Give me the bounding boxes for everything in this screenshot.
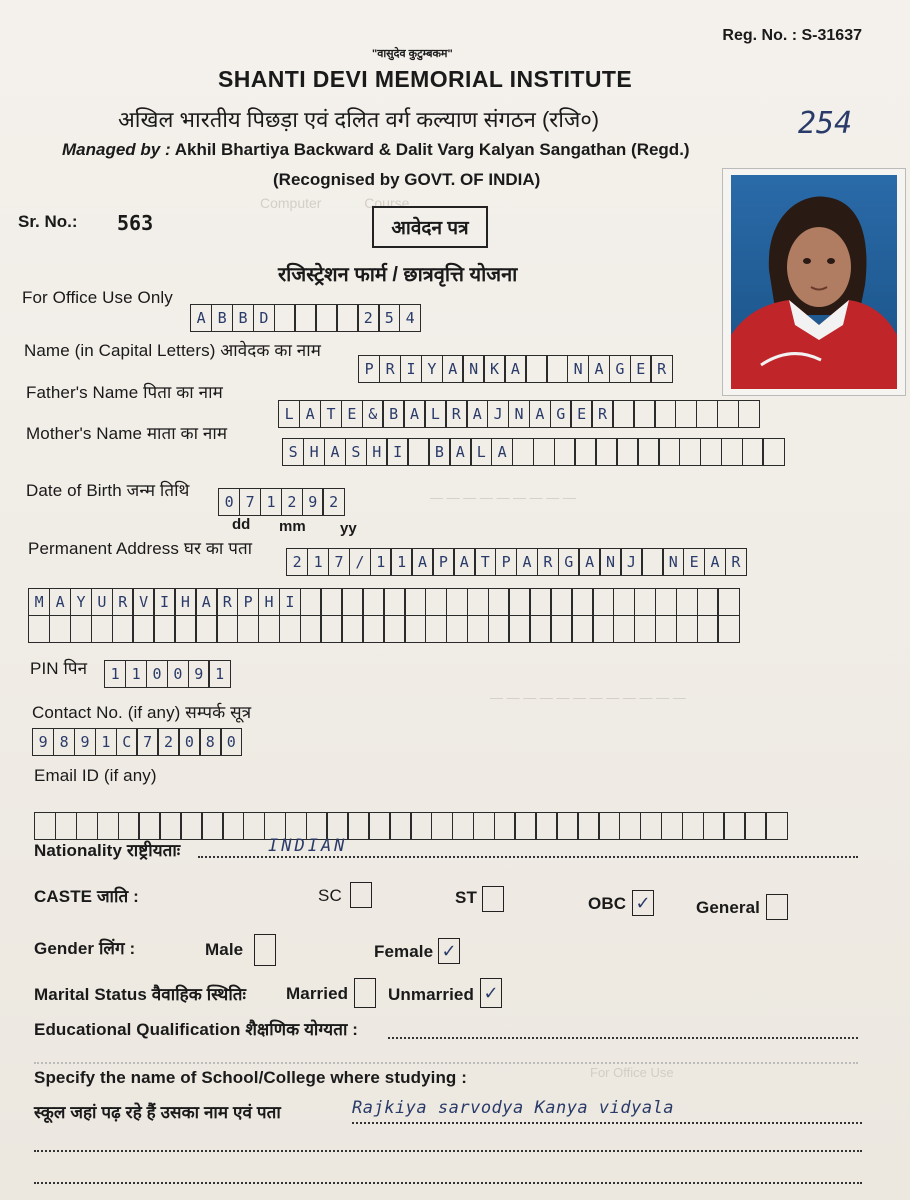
char-box[interactable]: 0 [220, 728, 242, 756]
char-box[interactable]: P [432, 548, 454, 576]
char-box[interactable]: K [483, 355, 505, 383]
char-box[interactable] [112, 615, 134, 643]
char-box[interactable]: T [474, 548, 496, 576]
char-box[interactable] [494, 812, 516, 840]
char-box[interactable] [514, 812, 536, 840]
char-box[interactable] [222, 812, 244, 840]
char-box[interactable] [55, 812, 77, 840]
char-box[interactable]: 1 [307, 548, 329, 576]
checkmark-icon: ✓ [441, 940, 457, 961]
handwritten-number: 254 [798, 106, 853, 141]
marital-married-label: Married [286, 984, 349, 1003]
char-box[interactable] [634, 588, 656, 616]
gender-male-label: Male [205, 940, 244, 959]
dob-year-hint: yy [340, 520, 357, 537]
dob-boxes[interactable] [218, 488, 343, 516]
char-box[interactable] [571, 588, 593, 616]
char-box[interactable]: B [428, 438, 450, 466]
mother-name-boxes[interactable] [282, 438, 783, 466]
char-box[interactable] [676, 615, 698, 643]
char-box[interactable]: S [345, 438, 367, 466]
char-box[interactable]: A [453, 548, 475, 576]
char-box[interactable]: 7 [136, 728, 158, 756]
char-box[interactable]: R [537, 548, 559, 576]
char-box[interactable]: T [320, 400, 342, 428]
char-box[interactable] [529, 615, 551, 643]
nationality-value[interactable]: INDIAN [268, 836, 348, 856]
char-box[interactable] [512, 438, 534, 466]
marital-married-checkbox[interactable] [354, 978, 376, 1008]
char-box[interactable] [619, 812, 641, 840]
checkmark-icon: ✓ [635, 892, 651, 913]
char-box[interactable] [76, 812, 98, 840]
gender-female-checkbox[interactable] [438, 938, 460, 964]
char-box[interactable] [320, 588, 342, 616]
dob-label: Date of Birth जन्म तिथि [26, 481, 190, 500]
applicant-photo [731, 175, 897, 389]
char-box[interactable]: 2 [286, 548, 308, 576]
char-box[interactable]: A [195, 588, 217, 616]
char-box[interactable]: G [550, 400, 572, 428]
char-box[interactable]: 0 [218, 488, 240, 516]
char-box[interactable] [655, 615, 677, 643]
gender-label: Gender लिंग : [34, 939, 136, 958]
reg-number: Reg. No. : S-31637 [722, 27, 862, 44]
char-box[interactable]: A [588, 355, 610, 383]
char-box[interactable] [613, 615, 635, 643]
motto: "वासुदेव कुटुम्बकम" [372, 48, 453, 60]
char-box[interactable] [556, 812, 578, 840]
char-box[interactable] [592, 615, 614, 643]
char-box[interactable] [738, 400, 760, 428]
char-box[interactable]: N [662, 548, 684, 576]
nationality-line [198, 856, 858, 858]
char-box[interactable] [641, 548, 663, 576]
sr-no-label: Sr. No.: [18, 212, 78, 231]
char-box[interactable] [762, 438, 784, 466]
school-value[interactable]: Rajkiya sarvodya Kanya vidyala [352, 1098, 675, 1118]
char-box[interactable] [49, 615, 71, 643]
char-box[interactable] [598, 812, 620, 840]
form-title: रजिस्ट्रेशन फार्म / छात्रवृत्ति योजना [278, 264, 518, 286]
char-box[interactable] [118, 812, 140, 840]
school-line-1 [352, 1122, 862, 1124]
char-box[interactable] [153, 615, 175, 643]
marital-label: Marital Status वैवाहिक स्थितिः [34, 985, 246, 1004]
checkmark-icon: ✓ [483, 982, 499, 1003]
char-box[interactable] [467, 615, 489, 643]
char-box[interactable] [320, 615, 342, 643]
char-box[interactable]: 0 [146, 660, 168, 688]
char-box[interactable]: A [529, 400, 551, 428]
char-box[interactable]: A [49, 588, 71, 616]
char-box[interactable] [700, 438, 722, 466]
photo-frame [722, 168, 906, 396]
char-box[interactable] [138, 812, 160, 840]
char-box[interactable]: P [358, 355, 380, 383]
char-box[interactable]: I [400, 355, 422, 383]
char-box[interactable]: 4 [399, 304, 421, 332]
char-box[interactable] [294, 304, 316, 332]
char-box[interactable] [595, 438, 617, 466]
char-box[interactable]: L [470, 438, 492, 466]
char-box[interactable] [675, 400, 697, 428]
char-box[interactable]: H [303, 438, 325, 466]
char-box[interactable]: 2 [357, 304, 379, 332]
managed-by [62, 140, 690, 160]
caste-sc-label: SC [318, 886, 342, 905]
char-box[interactable] [697, 588, 719, 616]
char-box[interactable] [535, 812, 557, 840]
char-box[interactable]: H [174, 588, 196, 616]
pin-boxes[interactable] [104, 660, 229, 688]
char-box[interactable] [431, 812, 453, 840]
bleed-through-text: — — — — — — — — — [430, 490, 576, 505]
char-box[interactable] [613, 588, 635, 616]
char-box[interactable] [577, 812, 599, 840]
char-box[interactable] [362, 588, 384, 616]
char-box[interactable]: N [567, 355, 589, 383]
char-box[interactable]: M [28, 588, 50, 616]
dob-day-hint: dd [232, 516, 251, 533]
char-box[interactable] [742, 438, 764, 466]
char-box[interactable] [446, 588, 468, 616]
org-hindi-name: अखिल भारतीय पिछड़ा एवं दलित वर्ग कल्याण संगठन (रजि०) [118, 107, 600, 132]
char-box[interactable]: 1 [260, 488, 282, 516]
caste-general-checkbox[interactable] [766, 894, 788, 920]
char-box[interactable] [634, 615, 656, 643]
char-box[interactable] [508, 588, 530, 616]
char-box[interactable] [554, 438, 576, 466]
char-box[interactable]: P [237, 588, 259, 616]
char-box[interactable] [533, 438, 555, 466]
email-label: Email ID (if any) [34, 766, 157, 785]
char-box[interactable]: G [609, 355, 631, 383]
dob-month-hint: mm [279, 518, 306, 535]
char-box[interactable]: U [91, 588, 113, 616]
office-use-label: For Office Use Only [22, 288, 173, 307]
char-box[interactable]: V [132, 588, 154, 616]
char-box[interactable]: R [112, 588, 134, 616]
char-box[interactable] [508, 615, 530, 643]
char-box[interactable]: A [449, 438, 471, 466]
char-box[interactable]: 8 [199, 728, 221, 756]
char-box[interactable]: E [630, 355, 652, 383]
char-box[interactable] [274, 304, 296, 332]
char-box[interactable] [550, 615, 572, 643]
char-box[interactable] [637, 438, 659, 466]
address-line2-boxes[interactable] [28, 588, 738, 616]
education-label: Educational Qualification शैक्षणिक योग्यता : [34, 1020, 359, 1039]
char-box[interactable]: 2 [322, 488, 344, 516]
char-box[interactable]: B [211, 304, 233, 332]
char-box[interactable] [336, 304, 358, 332]
bleed-through-text: — — — — — — — — — — — — [490, 690, 686, 705]
char-box[interactable]: 2 [281, 488, 303, 516]
contact-boxes[interactable] [32, 728, 241, 756]
char-box[interactable] [195, 615, 217, 643]
sr-no-value: 563 [117, 211, 154, 235]
char-box[interactable] [159, 812, 181, 840]
char-box[interactable]: R [725, 548, 747, 576]
char-box[interactable] [407, 438, 429, 466]
char-box[interactable] [34, 812, 56, 840]
institute-name: SHANTI DEVI MEMORIAL INSTITUTE [218, 66, 633, 92]
char-box[interactable]: E [683, 548, 705, 576]
char-box[interactable] [279, 615, 301, 643]
char-box[interactable] [721, 438, 743, 466]
char-box[interactable] [410, 812, 432, 840]
char-box[interactable]: L [278, 400, 300, 428]
caste-obc-checkbox[interactable] [632, 890, 654, 916]
bleed-through-text: For Office Use [590, 1065, 674, 1080]
recognised-line: (Recognised by GOVT. OF INDIA) [273, 170, 541, 189]
char-box[interactable] [389, 812, 411, 840]
caste-general-label: General [696, 898, 761, 917]
school-line-3 [34, 1182, 862, 1184]
char-box[interactable] [612, 400, 634, 428]
char-box[interactable]: A [299, 400, 321, 428]
char-box[interactable] [679, 438, 701, 466]
office-use-boxes[interactable] [190, 304, 420, 332]
father-name-label: Father's Name पिता का नाम [26, 383, 223, 402]
char-box[interactable] [658, 438, 680, 466]
char-box[interactable] [467, 588, 489, 616]
caste-label: CASTE जाति : [34, 887, 139, 906]
char-box[interactable] [473, 812, 495, 840]
char-box[interactable] [571, 615, 593, 643]
char-box[interactable] [174, 615, 196, 643]
char-box[interactable] [216, 615, 238, 643]
char-box[interactable] [525, 355, 547, 383]
nationality-label: Nationality राष्ट्रीयताः [34, 841, 181, 860]
char-box[interactable]: J [487, 400, 509, 428]
char-box[interactable]: P [495, 548, 517, 576]
char-box[interactable] [529, 588, 551, 616]
char-box[interactable]: A [442, 355, 464, 383]
char-box[interactable]: & [362, 400, 384, 428]
char-box[interactable] [347, 812, 369, 840]
char-box[interactable]: S [282, 438, 304, 466]
education-line [388, 1037, 858, 1039]
char-box[interactable] [132, 615, 154, 643]
address-label: Permanent Address घर का पता [28, 539, 253, 558]
char-box[interactable] [425, 588, 447, 616]
char-box[interactable] [717, 588, 739, 616]
char-box[interactable]: 1 [208, 660, 230, 688]
char-box[interactable]: 8 [53, 728, 75, 756]
char-box[interactable]: Y [70, 588, 92, 616]
education-line-2 [34, 1062, 858, 1064]
name-boxes[interactable] [358, 355, 671, 383]
char-box[interactable] [616, 438, 638, 466]
char-box[interactable] [550, 588, 572, 616]
char-box[interactable]: 7 [328, 548, 350, 576]
char-box[interactable]: 1 [370, 548, 392, 576]
char-box[interactable]: 7 [239, 488, 261, 516]
school-line-2 [34, 1150, 862, 1152]
char-box[interactable]: 0 [167, 660, 189, 688]
char-box[interactable]: I [386, 438, 408, 466]
char-box[interactable]: N [599, 548, 621, 576]
name-label: Name (in Capital Letters) आवेदक का नाम [24, 341, 321, 360]
char-box[interactable] [315, 304, 337, 332]
char-box[interactable] [383, 615, 405, 643]
char-box[interactable]: A [190, 304, 212, 332]
char-box[interactable]: 9 [302, 488, 324, 516]
father-name-boxes[interactable] [278, 400, 758, 428]
email-boxes[interactable] [34, 812, 786, 840]
char-box[interactable] [452, 812, 474, 840]
char-box[interactable] [28, 615, 50, 643]
char-box[interactable] [300, 588, 322, 616]
char-box[interactable]: E [570, 400, 592, 428]
char-box[interactable] [723, 812, 745, 840]
char-box[interactable]: A [403, 400, 425, 428]
caste-st-checkbox[interactable] [482, 886, 504, 912]
char-box[interactable] [404, 588, 426, 616]
char-box[interactable] [717, 615, 739, 643]
char-box[interactable]: A [504, 355, 526, 383]
char-box[interactable] [640, 812, 662, 840]
char-box[interactable] [362, 615, 384, 643]
char-box[interactable]: D [253, 304, 275, 332]
char-box[interactable] [717, 400, 739, 428]
char-box[interactable]: N [508, 400, 530, 428]
char-box[interactable] [97, 812, 119, 840]
char-box[interactable]: H [366, 438, 388, 466]
char-box[interactable]: L [424, 400, 446, 428]
char-box[interactable] [300, 615, 322, 643]
char-box[interactable] [744, 812, 766, 840]
char-box[interactable]: R [445, 400, 467, 428]
char-box[interactable] [368, 812, 390, 840]
char-box[interactable] [243, 812, 265, 840]
char-box[interactable] [633, 400, 655, 428]
char-box[interactable]: 1 [104, 660, 126, 688]
address-line1-boxes[interactable] [286, 548, 746, 576]
char-box[interactable]: A [324, 438, 346, 466]
char-box[interactable]: Y [421, 355, 443, 383]
char-box[interactable] [765, 812, 787, 840]
caste-obc-label: OBC [588, 894, 627, 913]
char-box[interactable]: 0 [178, 728, 200, 756]
char-box[interactable] [592, 588, 614, 616]
char-box[interactable]: R [650, 355, 672, 383]
contact-label: Contact No. (if any) सम्पर्क सूत्र [32, 703, 252, 722]
char-box[interactable]: 9 [188, 660, 210, 688]
char-box[interactable]: R [216, 588, 238, 616]
char-box[interactable] [91, 615, 113, 643]
school-label: Specify the name of School/College where studying : [34, 1068, 468, 1087]
char-box[interactable]: B [382, 400, 404, 428]
char-box[interactable] [696, 400, 718, 428]
application-title: आवेदन पत्र [372, 206, 488, 248]
char-box[interactable]: I [153, 588, 175, 616]
char-box[interactable]: A [704, 548, 726, 576]
char-box[interactable]: R [379, 355, 401, 383]
char-box[interactable] [180, 812, 202, 840]
char-box[interactable] [237, 615, 259, 643]
char-box[interactable]: 9 [74, 728, 96, 756]
char-box[interactable] [682, 812, 704, 840]
char-box[interactable]: N [462, 355, 484, 383]
char-box[interactable]: 1 [390, 548, 412, 576]
char-box[interactable] [655, 588, 677, 616]
char-box[interactable] [703, 812, 725, 840]
char-box[interactable] [574, 438, 596, 466]
marital-unmarried-checkbox[interactable] [480, 978, 502, 1008]
char-box[interactable]: A [516, 548, 538, 576]
marital-unmarried-label: Unmarried [388, 985, 474, 1004]
pin-label: PIN पिन [30, 659, 88, 678]
char-box[interactable]: B [232, 304, 254, 332]
char-box[interactable] [341, 588, 363, 616]
gender-female-label: Female [374, 942, 434, 961]
char-box[interactable] [546, 355, 568, 383]
char-box[interactable] [654, 400, 676, 428]
char-box[interactable] [676, 588, 698, 616]
char-box[interactable]: A [466, 400, 488, 428]
mother-name-label: Mother's Name माता का नाम [26, 424, 228, 443]
char-box[interactable]: A [578, 548, 600, 576]
char-box[interactable] [383, 588, 405, 616]
char-box[interactable]: / [349, 548, 371, 576]
char-box[interactable] [341, 615, 363, 643]
caste-sc-checkbox[interactable] [350, 882, 372, 908]
school-hindi-label: स्कूल जहां पढ़ रहे हैं उसका नाम एवं पता [34, 1103, 281, 1122]
char-box[interactable] [488, 615, 510, 643]
char-box[interactable]: 2 [157, 728, 179, 756]
caste-st-label: ST [455, 888, 477, 907]
address-line3-boxes[interactable] [28, 615, 738, 643]
bleed-through-text: Computer Course [260, 195, 410, 211]
gender-male-checkbox[interactable] [254, 934, 276, 966]
char-box[interactable]: 1 [125, 660, 147, 688]
char-box[interactable] [404, 615, 426, 643]
char-box[interactable]: 5 [378, 304, 400, 332]
char-box[interactable]: A [491, 438, 513, 466]
char-box[interactable]: 1 [95, 728, 117, 756]
managed-by-label: Managed by : [62, 140, 171, 159]
char-box[interactable] [70, 615, 92, 643]
char-box[interactable]: E [341, 400, 363, 428]
char-box[interactable]: C [116, 728, 138, 756]
char-box[interactable]: A [411, 548, 433, 576]
char-box[interactable]: R [591, 400, 613, 428]
char-box[interactable] [661, 812, 683, 840]
char-box[interactable] [488, 588, 510, 616]
char-box[interactable]: I [279, 588, 301, 616]
managed-by-value: Akhil Bhartiya Backward & Dalit Varg Kalyan Sangathan (Regd.) [174, 140, 690, 159]
char-box[interactable] [697, 615, 719, 643]
char-box[interactable] [446, 615, 468, 643]
char-box[interactable]: H [258, 588, 280, 616]
char-box[interactable]: G [558, 548, 580, 576]
char-box[interactable] [201, 812, 223, 840]
char-box[interactable]: 9 [32, 728, 54, 756]
char-box[interactable] [258, 615, 280, 643]
char-box[interactable]: J [620, 548, 642, 576]
char-box[interactable] [425, 615, 447, 643]
